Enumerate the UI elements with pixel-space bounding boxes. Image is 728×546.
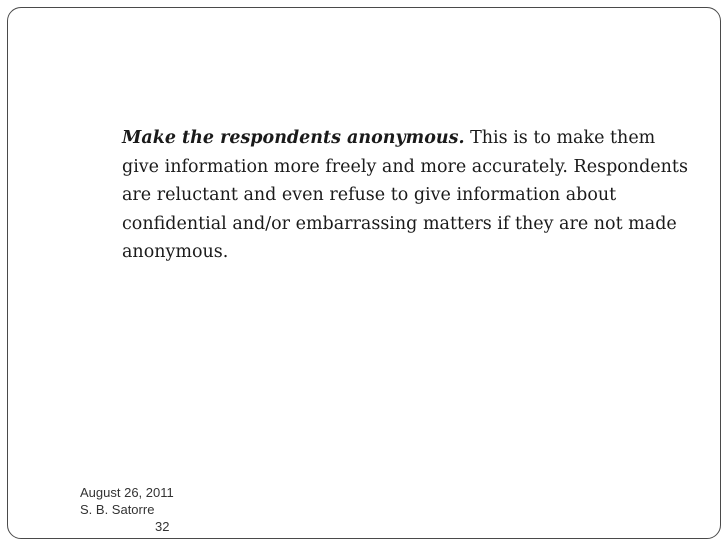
- slide-lead-text: Make the respondents anonymous.: [122, 128, 465, 148]
- slide-footer: [80, 484, 174, 535]
- slide-frame: [7, 7, 721, 539]
- slide-body-paragraph: [122, 124, 692, 267]
- footer-page-number: 32: [155, 519, 170, 534]
- footer-author: S. B. Satorre: [80, 502, 155, 517]
- footer-date: August 26, 2011: [80, 485, 174, 500]
- slide-body-text: This is to make them give information more freely and more accurately. Respondents are reluctant and even refuse to give information about confidential and/or embarrassing matters if they are not made anonymous.: [122, 128, 688, 263]
